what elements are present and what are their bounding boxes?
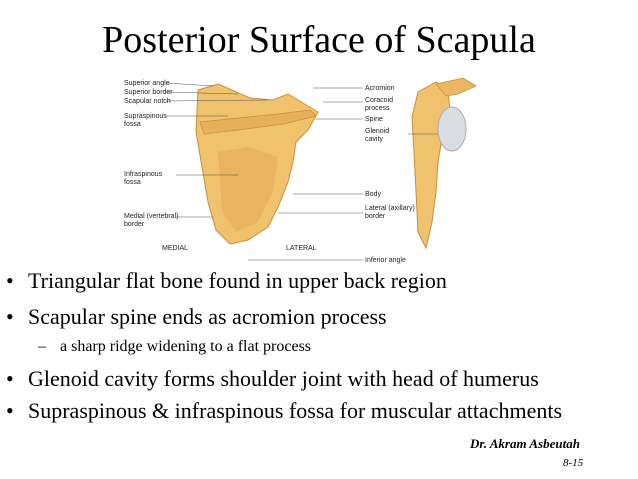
- glenoid-cavity-shape: [438, 107, 466, 151]
- label-medial-border: border: [124, 221, 145, 228]
- bullet-marker: •: [6, 398, 14, 423]
- label-scapular-notch: Scapular notch: [124, 98, 171, 105]
- label-superior-border: Superior border: [124, 89, 173, 96]
- scapula-lateral-bone: [412, 82, 450, 248]
- label-acromion: Acromion: [365, 85, 395, 92]
- label-lateral-axillary: Lateral (axillary): [365, 205, 415, 212]
- label-medial-orientation: MEDIAL: [162, 245, 189, 252]
- label-glenoid-cavity: cavity: [365, 136, 383, 143]
- label-medial-vertebral: Medial (vertebral): [124, 213, 179, 220]
- label-coracoid-process: process: [365, 105, 390, 112]
- bullet-item: [6, 304, 387, 330]
- bullet-item: [6, 268, 447, 294]
- label-spine: Spine: [365, 116, 383, 123]
- bullet-marker: •: [6, 304, 14, 329]
- bullet-text: Supraspinous & infraspinous fossa for muscular attachments: [28, 398, 563, 423]
- bullet-text: Scapular spine ends as acromion process: [28, 304, 387, 329]
- label-coracoid: Coracoid: [365, 97, 394, 104]
- page-number: 8-15: [563, 457, 584, 469]
- scapula-figure: [118, 72, 533, 267]
- slide-title: Posterior Surface of Scapula: [102, 19, 536, 61]
- label-supraspinous-fossa: fossa: [124, 121, 141, 128]
- label-inferior-angle: Inferior angle: [365, 257, 406, 264]
- bullet-text: Triangular flat bone found in upper back region: [28, 268, 447, 293]
- bullet-marker: •: [6, 366, 14, 391]
- author-credit: Dr. Akram Asbeutah: [470, 436, 580, 451]
- sub-bullet-item: [38, 338, 311, 356]
- bullet-text: Glenoid cavity forms shoulder joint with head of humerus: [28, 366, 539, 391]
- label-supraspinous: Supraspinous: [124, 113, 167, 120]
- sub-bullet-text: a sharp ridge widening to a flat process: [60, 338, 312, 355]
- label-infraspinous: Infraspinous: [124, 171, 163, 178]
- label-body: Body: [365, 191, 381, 198]
- label-lateral-border: border: [365, 213, 386, 220]
- label-glenoid: Glenoid: [365, 128, 390, 135]
- bullet-item: [6, 366, 539, 392]
- label-lateral-orientation: LATERAL: [286, 245, 317, 252]
- bullet-item: [6, 398, 562, 424]
- label-infraspinous-fossa: fossa: [124, 179, 141, 186]
- label-superior-angle: Superior angle: [124, 80, 170, 87]
- sub-bullet-marker: –: [38, 338, 46, 355]
- bullet-marker: •: [6, 268, 14, 293]
